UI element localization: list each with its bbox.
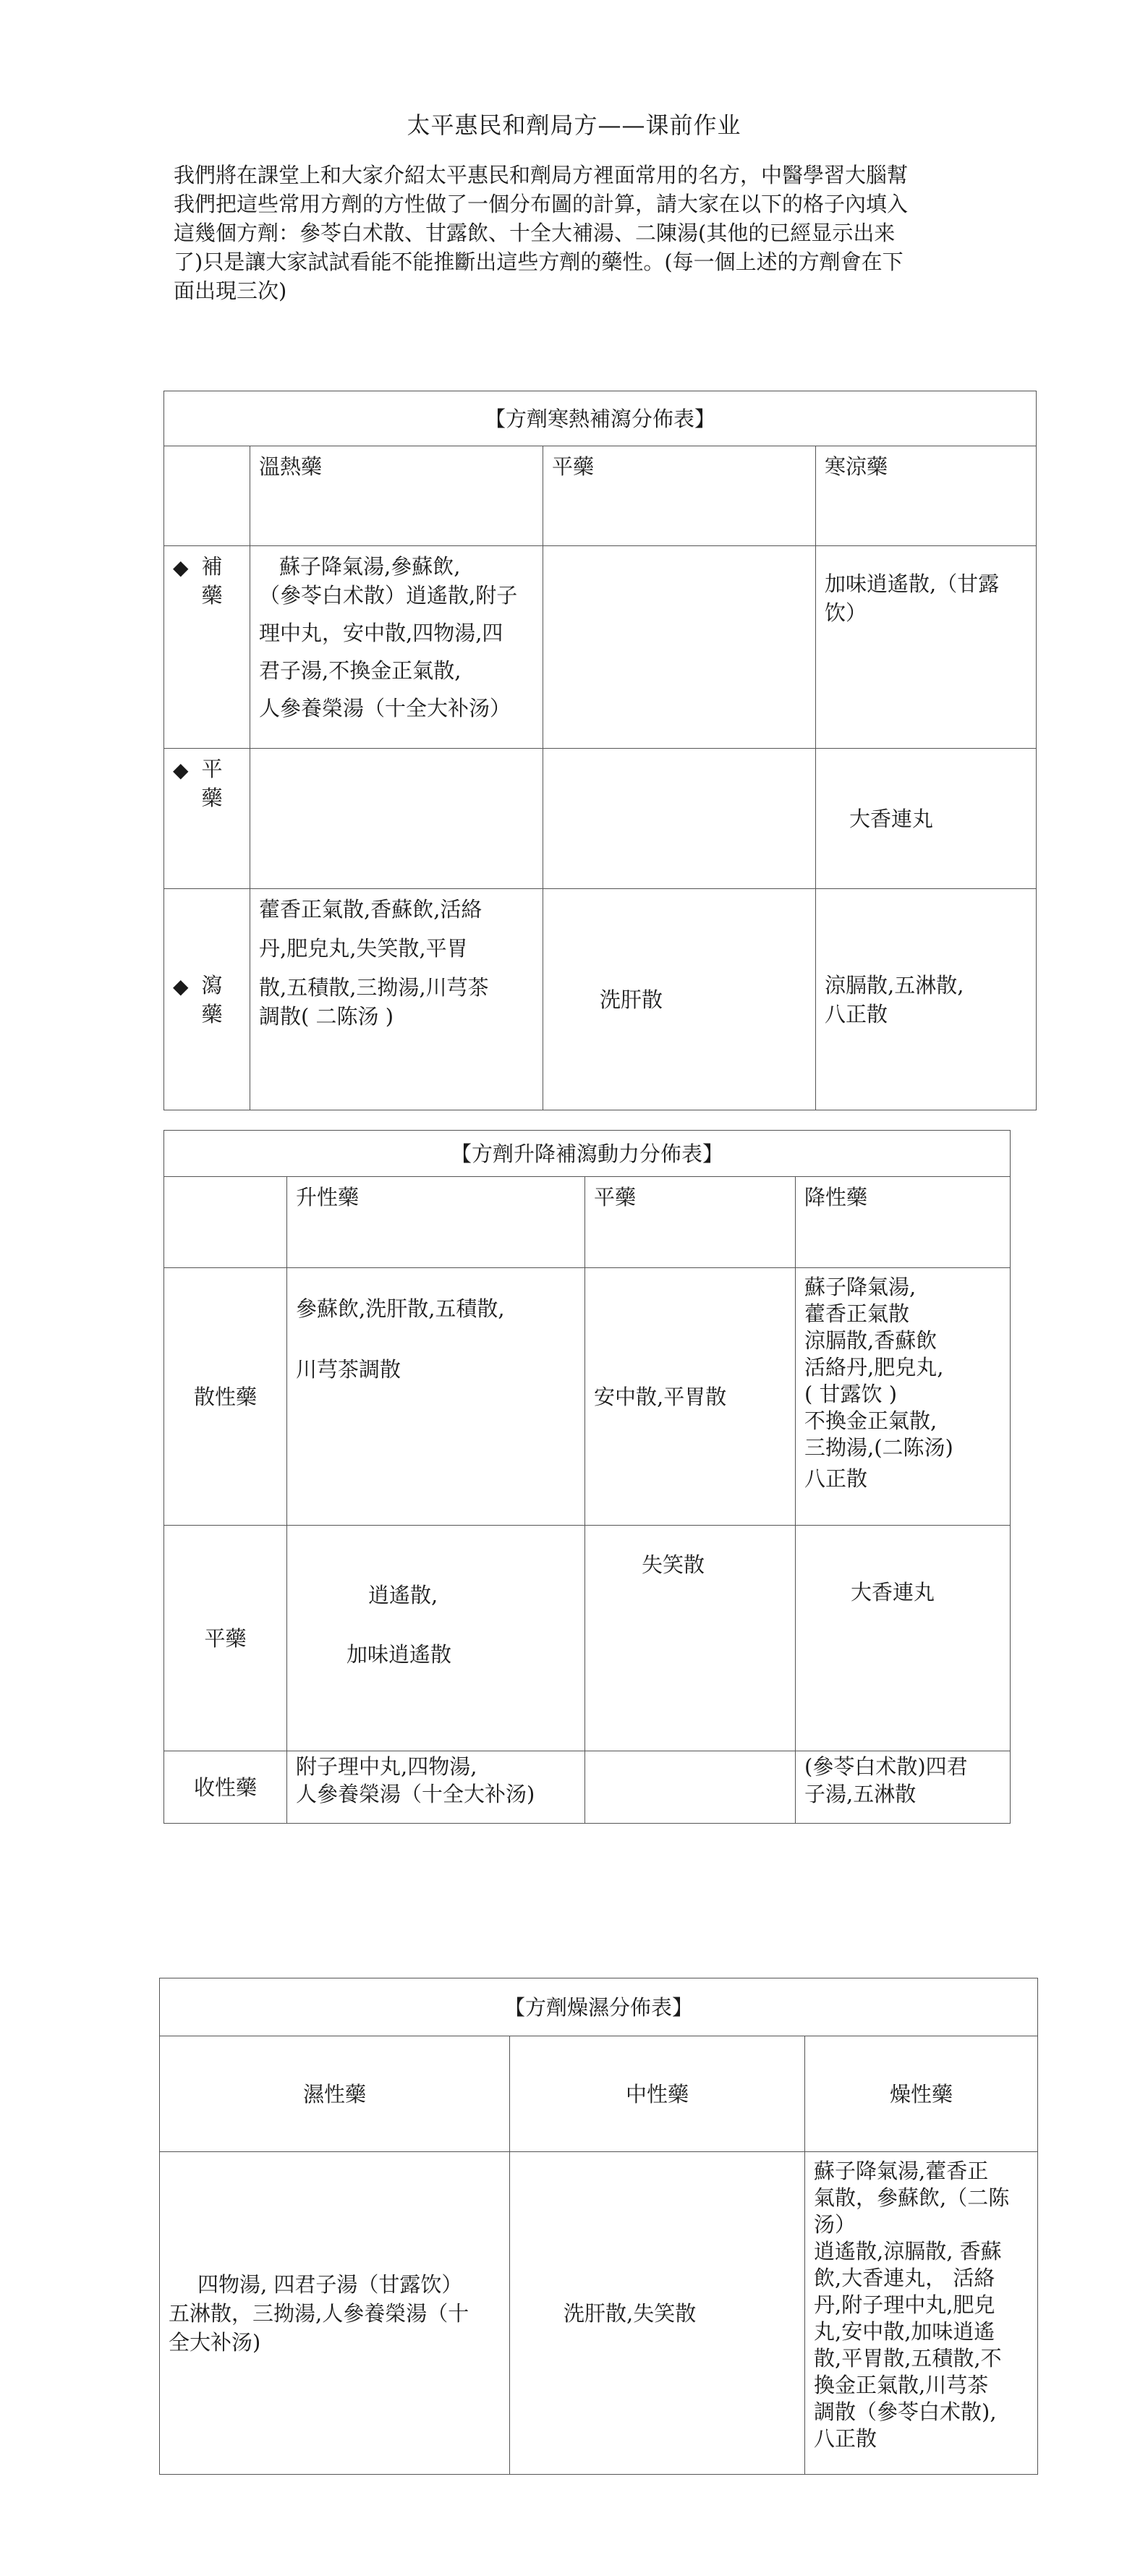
cell-line: 子湯,五淋散 [804,1782,917,1806]
table1-cell-neutral-cool [816,749,1037,889]
table2-cell-astringe-neutral [585,1751,796,1824]
table1-header-warm: 溫熱藥 [250,446,543,546]
cell-line: 饮） [825,600,867,625]
diamond-bullet-icon: ◆ [173,974,189,998]
cold-hot-tonify-drain-table [163,391,1037,1110]
cell-line: 加味逍遙散,（甘露 [825,571,1000,596]
cell-line: 大香連丸 [851,1580,935,1604]
cell-line: 藿香正氣散,香蘇飲,活絡 [259,897,482,922]
cell-line: 失笑散 [642,1552,705,1577]
table2-header-rise: 升性藥 [287,1177,585,1268]
cell-line: 調散（參苓白术散), [814,2399,997,2424]
cell-line: 八正散 [814,2426,877,2451]
cell-line: 逍遙散,涼膈散, 香蘇 [814,2239,1002,2263]
intro-line: 了)只是讓大家試試看能不能推斷出這些方劑的藥性。(每一個上述的方劑會在下 [174,250,903,274]
table1-row-label-tonify [164,546,250,749]
table1-cell-drain-warm [250,889,543,1110]
cell-line: 活絡丹,肥皃丸, [804,1355,944,1380]
table3-header-wet: 濕性藥 [160,2036,510,2152]
cell-line: 洗肝散 [600,987,663,1012]
cell-line: 加味逍遙散 [346,1642,452,1667]
table2-cell-astringe-fall [796,1751,1011,1824]
table1-cell-neutral-warm [250,749,543,889]
cell-line: 換金正氣散,川芎茶 [814,2373,989,2397]
table1-corner-cell [164,446,250,546]
page-title: 太平惠民和劑局方——课前作业 [407,111,741,139]
cell-line: 散,五積散,三拗湯,川芎茶 [259,975,489,1000]
table1-header-neutral: 平藥 [543,446,816,546]
rise-fall-dynamic-table [163,1130,1011,1824]
intro-line: 我們將在課堂上和大家介紹太平惠民和劑局方裡面常用的名方，中醫學習大腦幫 [174,163,909,187]
table3-header-mid: 中性藥 [510,2036,805,2152]
cell-line: 調散( 二陈汤 ) [259,1004,394,1029]
cell-line: 五淋散，三拗湯,人參養榮湯（十 [169,2300,469,2326]
table2-cell-neutral-fall [796,1526,1011,1751]
table2-header-fall: 降性藥 [796,1177,1011,1268]
intro-line: 面出現三次) [174,279,287,303]
cell-line: 逍遙散, [368,1583,438,1607]
cell-line: 丹,肥皃丸,失笑散,平胃 [259,936,468,961]
table1-cell-tonify-cool [816,546,1037,749]
cell-line: 散,平胃散,五積散,不 [814,2346,1002,2371]
table3-cell-wet [160,2152,510,2475]
table2-header-neutral: 平藥 [585,1177,796,1268]
table1-cell-drain-neutral [543,889,816,1110]
cell-line: 大香連丸 [849,806,934,831]
row-label-text: 平藥 [201,757,223,810]
intro-line: 我們把這些常用方劑的方性做了一個分布圖的計算，請大家在以下的格子內填入 [174,192,909,216]
table1-row-label-neutral [164,749,250,889]
cell-line: 飲,大香連丸， 活絡 [814,2266,995,2290]
cell-line: 八正散 [825,1001,888,1026]
cell-line: 涼膈散,五淋散, [825,972,964,998]
table2-cell-disperse-neutral [585,1268,796,1526]
table1-cell-tonify-warm [250,546,543,749]
cell-line: 三拗湯,(二陈汤) [804,1435,953,1460]
cell-line: 洗肝散,失笑散 [564,2300,697,2326]
cell-line: 四物湯, 四君子湯（甘露饮） [197,2271,463,2297]
table3-header-dry: 燥性藥 [805,2036,1038,2152]
cell-line: 君子湯,不換金正氣散, [259,658,462,683]
table2-cell-neutral-rise [287,1526,585,1751]
cell-line: 理中丸，安中散,四物湯,四 [259,621,503,645]
intro-line: 這幾個方劑：參苓白术散、甘露飲、十全大補湯、二陳湯(其他的已經显示出来 [174,221,896,245]
cell-line: 涼膈散,香蘇飲 [804,1328,937,1353]
dry-wet-table [159,1978,1038,2475]
table1-row-label-drain [164,889,250,1110]
cell-line: 藿香正氣散 [804,1301,910,1326]
row-label-text: 瀉藥 [201,972,223,1026]
table1-caption: 【方劑寒熱補瀉分佈表】 [164,391,1037,446]
cell-line: 丹,附子理中丸,肥皃 [814,2292,995,2317]
table2-corner-cell [164,1177,287,1268]
table2-row-label-disperse: 散性藥 [164,1268,287,1526]
cell-line: 八正散 [804,1466,868,1491]
cell-line: 氣散，參蘇飲,（二陈 [814,2185,1010,2210]
table2-row-label-astringe: 收性藥 [164,1751,287,1824]
cell-line: 蘇子降氣湯, [804,1275,917,1299]
table3-cell-mid [510,2152,805,2475]
diamond-bullet-icon: ◆ [173,758,189,782]
row-label-text: 補藥 [201,554,223,608]
cell-line: 川芎茶調散 [296,1357,401,1382]
cell-line: 不換金正氣散, [804,1408,937,1433]
cell-line: 丸,安中散,加味逍遙 [814,2319,995,2344]
table1-cell-neutral-neutral [543,749,816,889]
table2-cell-disperse-rise [287,1268,585,1526]
table3-cell-dry [805,2152,1038,2475]
cell-line: （參苓白术散）逍遙散,附子 [259,583,518,608]
table2-cell-neutral-neutral [585,1526,796,1751]
table1-cell-tonify-neutral [543,546,816,749]
table2-caption: 【方劑升降補瀉動力分佈表】 [164,1131,1011,1177]
table2-row-label-neutral: 平藥 [164,1526,287,1751]
cell-line: 人參養榮湯（十全大补汤) [296,1782,535,1806]
cell-line: (參苓白术散)四君 [804,1754,968,1779]
diamond-bullet-icon: ◆ [173,556,189,579]
cell-line: 人參養榮湯（十全大补汤） [259,696,511,720]
cell-line: 安中散,平胃散 [594,1384,727,1409]
table2-cell-disperse-fall [796,1268,1011,1526]
cell-line: ( 甘露饮 ) [804,1382,898,1406]
cell-line: 汤） [814,2212,856,2237]
cell-line: 參蘇飲,洗肝散,五積散, [296,1296,505,1321]
cell-line: 蘇子降氣湯,參蘇飲, [279,554,461,579]
table2-cell-astringe-rise [287,1751,585,1824]
intro-paragraph [174,161,984,305]
table3-caption: 【方劑燥濕分佈表】 [160,1978,1038,2036]
cell-line: 附子理中丸,四物湯, [296,1754,477,1779]
cell-line: 蘇子降氣湯,藿香正 [814,2159,989,2183]
table1-cell-drain-cool [816,889,1037,1110]
table1-header-cool: 寒涼藥 [816,446,1037,546]
cell-line: 全大补汤) [169,2329,261,2355]
